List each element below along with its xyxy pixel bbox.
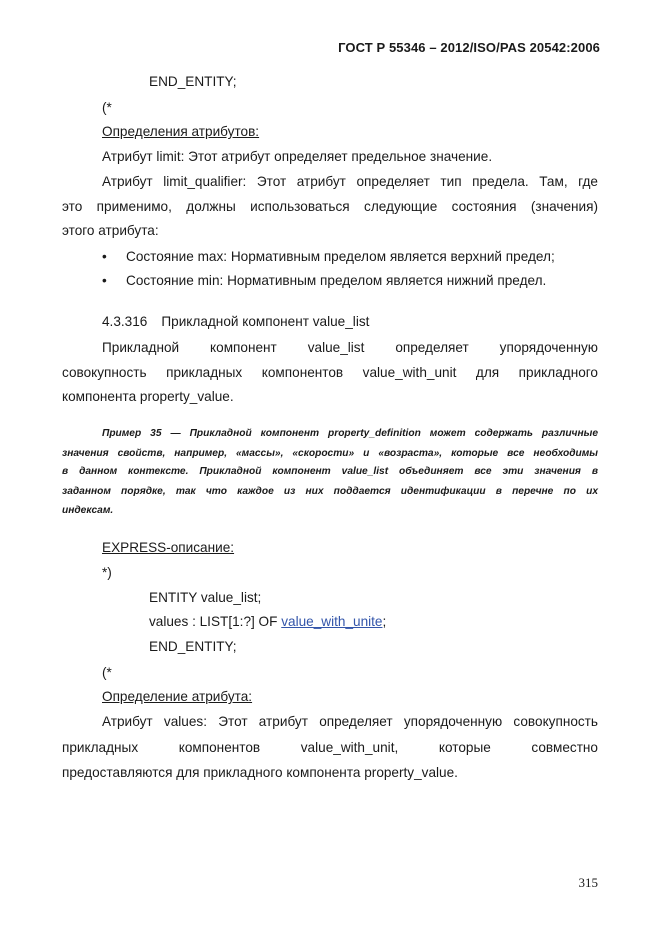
attr-values-line-3: предоставляются для прикладного компонента property_value. xyxy=(62,765,458,780)
attribute-definition-heading: Определение атрибута: xyxy=(102,689,253,704)
express-heading: EXPRESS-описание: xyxy=(102,540,235,555)
bullet-item-max: Состояние max: Нормативным пределом является верхний предел; xyxy=(126,249,555,264)
section-title: Прикладной компонент value_list xyxy=(161,314,370,329)
comment-open: (* xyxy=(102,665,112,680)
attr-limit-text: Атрибут limit: Этот атрибут определяет предельное значение. xyxy=(102,149,493,164)
value-list-desc-line-1: Прикладной компонент value_list определяет упорядоченную xyxy=(102,340,598,355)
bullet-item-min: Состояние min: Нормативным пределом является нижний предел. xyxy=(126,273,547,288)
example-line-2: значения свойств, например, «массы», «скорости» и «возраста», которые все необходимы xyxy=(62,448,598,459)
values-attribute-declaration xyxy=(149,613,386,631)
entity-declaration: ENTITY value_list; xyxy=(149,590,262,605)
attr-limit-qualifier-line-2: это применимо, должны использоваться следующие состояния (значения) xyxy=(62,199,598,214)
section-number: 4.3.316 xyxy=(102,314,148,329)
values-decl-prefix: values : LIST[1:?] OF xyxy=(149,614,282,629)
page-number: 315 xyxy=(578,875,598,890)
value-list-desc-line-3: компонента property_value. xyxy=(62,389,234,404)
end-entity-line: END_ENTITY; xyxy=(149,639,237,654)
values-decl-suffix: ; xyxy=(382,614,387,629)
bullet-marker: • xyxy=(102,249,107,264)
end-entity-line: END_ENTITY; xyxy=(149,74,237,89)
example-line-4: заданном порядке, так что каждое из них поддается идентификации в перечне по их xyxy=(62,486,598,497)
example-line-3: в данном контексте. Прикладной компонент value_list объединяет все эти значения в xyxy=(62,466,598,477)
comment-open: (* xyxy=(102,100,112,115)
section-heading xyxy=(102,313,369,331)
comment-close: *) xyxy=(102,565,112,580)
example-line-5: индексам. xyxy=(62,505,114,516)
value-list-desc-line-2: совокупность прикладных компонентов value_with_unit для прикладного xyxy=(62,365,598,380)
value-with-unite-link[interactable]: value_with_unite xyxy=(281,614,383,629)
example-line-1: Пример 35 — Прикладной компонент property_definition может содержать различные xyxy=(102,428,598,439)
bullet-marker: • xyxy=(102,273,107,288)
attribute-definitions-heading: Определения атрибутов: xyxy=(102,124,260,139)
attr-limit-qualifier-line-1: Атрибут limit_qualifier: Этот атрибут определяет тип предела. Там, где xyxy=(102,174,598,189)
attr-values-line-2: прикладных компонентов value_with_unit, которые совместно xyxy=(62,740,598,755)
attr-limit-qualifier-line-3: этого атрибута: xyxy=(62,223,159,238)
attr-values-line-1: Атрибут values: Этот атрибут определяет упорядоченную совокупность xyxy=(102,714,598,729)
document-header: ГОСТ Р 55346 – 2012/ISO/PAS 20542:2006 xyxy=(338,40,600,55)
